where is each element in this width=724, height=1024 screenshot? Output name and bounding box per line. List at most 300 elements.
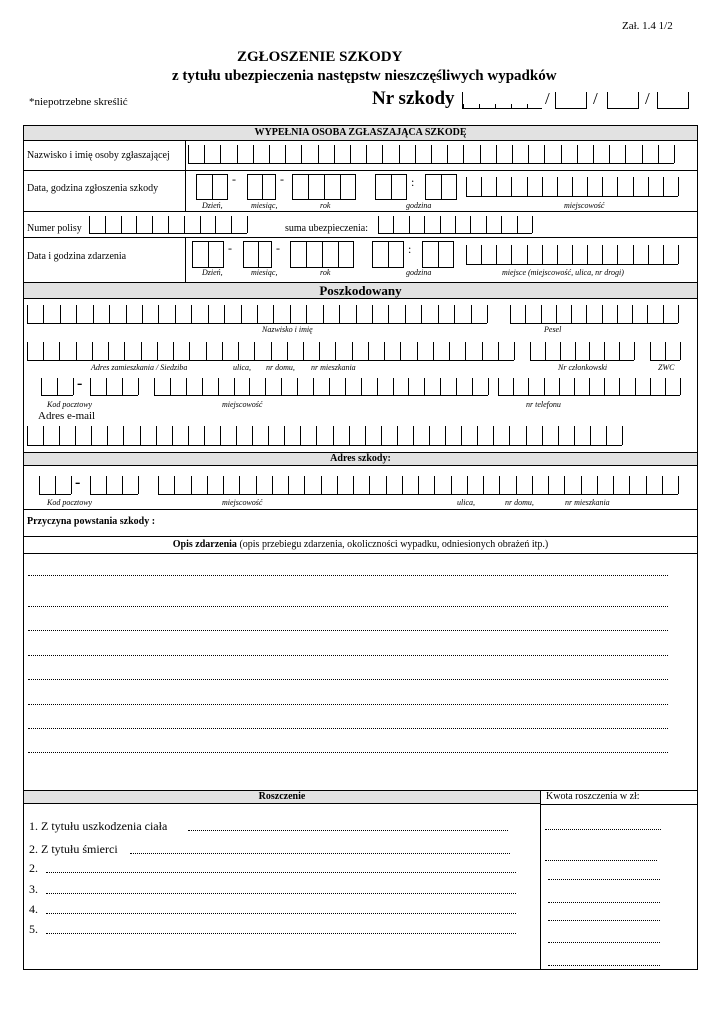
divider <box>540 790 541 970</box>
comb-tick <box>191 305 192 323</box>
comb-tick <box>381 426 382 445</box>
comb-tick <box>285 145 286 163</box>
comb-tick <box>349 426 350 445</box>
comb-tick <box>625 145 626 163</box>
comb-tick <box>680 342 681 360</box>
comb-tick <box>142 305 143 323</box>
member-number-input[interactable] <box>530 342 634 361</box>
date-dash: - <box>232 172 236 186</box>
comb-tick <box>319 342 320 360</box>
comb-tick <box>542 177 543 196</box>
comb-tick <box>528 378 529 395</box>
caption-hour: godzina <box>406 201 432 210</box>
comb-tick <box>238 342 239 360</box>
comb-tick <box>409 216 410 233</box>
comb-tick <box>541 305 542 323</box>
comb-tick <box>516 476 517 494</box>
comb-tick <box>512 145 513 163</box>
comb-tick <box>173 342 174 360</box>
claim-number-seg1[interactable] <box>462 92 542 109</box>
comb-tick <box>632 305 633 323</box>
comb-tick <box>206 342 207 360</box>
report-month-input[interactable] <box>247 174 276 200</box>
comb-tick <box>449 342 450 360</box>
comb-tick <box>560 342 561 360</box>
comb-tick <box>557 245 558 264</box>
comb-tick <box>386 476 387 494</box>
comb-tick <box>417 342 418 360</box>
comb-tick <box>121 216 122 233</box>
description-line <box>28 575 668 576</box>
comb-tick <box>382 145 383 163</box>
report-year-input[interactable] <box>292 174 356 200</box>
comb-tick <box>438 305 439 323</box>
comb-tick <box>472 378 473 395</box>
claim-item-2-input[interactable] <box>130 853 510 854</box>
claim-number-seg3[interactable] <box>607 92 639 109</box>
comb-tick <box>658 145 659 163</box>
description-line <box>28 728 668 729</box>
caption-year: rok <box>320 201 331 210</box>
comb-tick <box>482 342 483 360</box>
comb-tick <box>434 476 435 494</box>
comb-tick <box>648 245 649 264</box>
comb-tick <box>369 476 370 494</box>
time-colon: : <box>408 242 412 256</box>
claim-header <box>23 790 541 804</box>
comb-tick <box>514 342 515 360</box>
injured-pesel-input[interactable] <box>510 305 678 324</box>
comb-tick <box>665 342 666 360</box>
comb-tick <box>204 426 205 445</box>
comb-tick <box>509 426 510 445</box>
comb-tick <box>93 305 94 323</box>
comb-tick <box>593 145 594 163</box>
claim-amount-1-input[interactable] <box>545 829 661 830</box>
caption-month: miesiąc, <box>251 268 278 277</box>
comb-tick <box>107 426 108 445</box>
comb-tick <box>323 305 324 323</box>
caption-day: Dzień, <box>202 201 223 210</box>
comb-tick <box>467 476 468 494</box>
comb-tick <box>184 216 185 233</box>
comb-tick <box>105 216 106 233</box>
comb-tick <box>496 177 497 196</box>
comb-tick <box>488 378 489 395</box>
comb-tick <box>678 305 679 323</box>
comb-tick <box>41 378 42 395</box>
claim-amount-2-input[interactable] <box>545 860 657 861</box>
comb-tick <box>466 245 467 264</box>
comb-tick <box>337 476 338 494</box>
caption-phone: nr telefonu <box>526 400 561 409</box>
comb-tick <box>265 378 266 395</box>
divider <box>540 804 698 805</box>
comb-tick <box>548 476 549 494</box>
comb-tick <box>400 342 401 360</box>
divider <box>23 509 698 510</box>
report-date-label: Data, godzina zgłoszenia szkody <box>27 183 159 194</box>
comb-tick <box>335 342 336 360</box>
comb-tick <box>361 378 362 395</box>
comb-tick <box>564 476 565 494</box>
comb-tick <box>207 476 208 494</box>
comb-tick <box>191 476 192 494</box>
comb-tick <box>662 476 663 494</box>
comb-tick <box>188 145 189 163</box>
comb-tick <box>304 476 305 494</box>
injured-city-input[interactable] <box>154 378 488 396</box>
comb-tick <box>174 476 175 494</box>
comb-tick <box>477 426 478 445</box>
comb-tick <box>218 378 219 395</box>
comb-tick <box>544 145 545 163</box>
comb-tick <box>581 476 582 494</box>
comb-tick <box>175 305 176 323</box>
comb-tick <box>272 476 273 494</box>
description-header <box>23 537 698 554</box>
comb-tick <box>602 305 603 323</box>
date-dash: - <box>228 241 232 255</box>
comb-tick <box>372 305 373 323</box>
caption-city: miejscowość <box>222 498 263 507</box>
comb-tick <box>236 426 237 445</box>
caption-month: miesiąc, <box>251 201 278 210</box>
claim-number-seg4[interactable] <box>657 92 689 109</box>
comb-tick <box>496 145 497 163</box>
comb-tick <box>366 145 367 163</box>
claim-number-seg2[interactable] <box>555 92 587 109</box>
report-hour-input[interactable] <box>375 174 407 200</box>
divider <box>23 211 698 212</box>
comb-tick <box>532 476 533 494</box>
comb-tick <box>237 145 238 163</box>
comb-tick <box>544 378 545 395</box>
comb-tick <box>345 378 346 395</box>
divider <box>23 237 698 238</box>
comb-tick <box>321 476 322 494</box>
comb-tick <box>281 378 282 395</box>
injured-name-input[interactable] <box>27 305 487 324</box>
comb-tick <box>415 145 416 163</box>
comb-tick <box>288 476 289 494</box>
comb-tick <box>587 245 588 264</box>
comb-tick <box>483 476 484 494</box>
incident-month-input[interactable] <box>243 241 272 268</box>
comb-tick <box>152 216 153 233</box>
comb-tick <box>297 378 298 395</box>
caption-street: ulica, <box>233 363 251 372</box>
sum-insured-input[interactable] <box>378 216 532 234</box>
divider <box>185 237 186 282</box>
policy-number-input[interactable] <box>89 216 247 234</box>
reporter-name-input[interactable] <box>188 145 674 164</box>
zwc-input[interactable] <box>650 342 680 361</box>
comb-tick <box>393 378 394 395</box>
comb-tick <box>542 426 543 445</box>
postal-dash: - <box>75 474 81 491</box>
comb-tick <box>27 305 28 323</box>
comb-tick <box>527 177 528 196</box>
comb-tick <box>156 426 157 445</box>
comb-tick <box>513 378 514 395</box>
comb-tick <box>617 245 618 264</box>
comb-tick <box>339 305 340 323</box>
comb-tick <box>674 145 675 163</box>
caption-member: Nr członkowski <box>558 363 608 372</box>
claim-item-3-input[interactable] <box>46 872 516 873</box>
comb-tick <box>318 145 319 163</box>
comb-tick <box>204 145 205 163</box>
comb-tick <box>223 476 224 494</box>
comb-tick <box>571 305 572 323</box>
comb-tick <box>287 342 288 360</box>
sum-insured-label: suma ubezpieczenia: <box>285 223 369 234</box>
comb-tick <box>59 426 60 445</box>
damage-address-title: Adres szkody: <box>330 453 391 464</box>
comb-tick <box>619 378 620 395</box>
claim-item-1-label: 1. Z tytułu uszkodzenia ciała <box>29 819 168 833</box>
comb-tick <box>663 177 664 196</box>
comb-tick <box>124 342 125 360</box>
comb-tick <box>256 476 257 494</box>
claim-item-6-label: 5. <box>29 922 38 936</box>
claim-item-5-label: 4. <box>29 902 38 916</box>
comb-tick <box>76 342 77 360</box>
comb-tick <box>303 342 304 360</box>
comb-tick <box>447 145 448 163</box>
comb-tick <box>249 378 250 395</box>
comb-tick <box>517 216 518 233</box>
caption-name: Nazwisko i imię <box>262 325 313 334</box>
comb-tick <box>189 342 190 360</box>
comb-tick <box>89 216 90 233</box>
form-subtitle: z tytułu ubezpieczenia następstw nieszczęśliwych wypadków <box>172 68 557 84</box>
claim-amount-5-input[interactable] <box>548 920 660 921</box>
comb-tick <box>558 426 559 445</box>
comb-tick <box>353 476 354 494</box>
claim-number-label: Nr szkody <box>372 88 455 109</box>
comb-tick <box>510 305 511 323</box>
comb-tick <box>633 177 634 196</box>
description-line <box>28 606 668 607</box>
comb-tick <box>220 426 221 445</box>
comb-tick <box>511 177 512 196</box>
incident-day-input[interactable] <box>192 241 224 268</box>
caption-pesel: Pesel <box>544 325 562 334</box>
comb-tick <box>561 145 562 163</box>
comb-tick <box>92 342 93 360</box>
comb-tick <box>329 378 330 395</box>
comb-tick <box>498 342 499 360</box>
comb-tick <box>393 216 394 233</box>
report-minute-input[interactable] <box>425 174 457 200</box>
claim-amount-6-input[interactable] <box>548 942 660 943</box>
comb-tick <box>90 476 91 494</box>
comb-tick <box>429 426 430 445</box>
incident-date-label: Data i godzina zdarzenia <box>27 251 127 262</box>
comb-tick <box>384 342 385 360</box>
comb-tick <box>75 426 76 445</box>
comb-tick <box>122 378 123 395</box>
divider <box>185 141 186 170</box>
time-colon: : <box>411 175 415 189</box>
comb-tick <box>388 305 389 323</box>
claim-number-slash-3: / <box>645 89 650 108</box>
injured-section-header <box>23 282 698 299</box>
reporter-section-title: WYPEŁNIA OSOBA ZGŁASZAJĄCA SZKODĘ <box>254 127 467 138</box>
comb-tick <box>597 476 598 494</box>
comb-tick <box>224 305 225 323</box>
comb-tick <box>451 476 452 494</box>
strike-note: *niepotrzebne skreślić <box>29 96 128 108</box>
caption-flat: nr mieszkania <box>565 498 610 507</box>
claim-item-1-input[interactable] <box>188 830 508 831</box>
damage-postal-1-input[interactable] <box>39 476 71 495</box>
claim-item-4-input[interactable] <box>46 893 516 894</box>
comb-tick <box>463 145 464 163</box>
incident-place-input[interactable] <box>466 245 678 265</box>
caption-place: miejscowość <box>564 201 605 210</box>
comb-tick <box>648 177 649 196</box>
comb-tick <box>378 216 379 233</box>
injured-address-input[interactable] <box>27 342 514 361</box>
comb-tick <box>572 245 573 264</box>
comb-tick <box>574 426 575 445</box>
comb-tick <box>252 426 253 445</box>
comb-tick <box>57 378 58 395</box>
comb-tick <box>257 305 258 323</box>
comb-tick <box>587 177 588 196</box>
comb-tick <box>59 342 60 360</box>
comb-tick <box>496 245 497 264</box>
claim-number-slash-1: / <box>545 89 550 108</box>
reporter-name-label: Nazwisko i imię osoby zgłaszającej <box>27 150 170 161</box>
comb-tick <box>71 476 72 494</box>
injured-postal-2-input[interactable] <box>90 378 138 396</box>
claim-amount-3-input[interactable] <box>548 879 660 880</box>
comb-tick <box>138 476 139 494</box>
comb-tick <box>73 378 74 395</box>
comb-tick <box>405 305 406 323</box>
comb-tick <box>154 378 155 395</box>
comb-tick <box>577 145 578 163</box>
comb-tick <box>106 476 107 494</box>
incident-year-input[interactable] <box>290 241 354 268</box>
comb-tick <box>141 342 142 360</box>
report-place-input[interactable] <box>466 177 678 197</box>
comb-tick <box>273 305 274 323</box>
comb-tick <box>158 305 159 323</box>
comb-tick <box>650 378 651 395</box>
caption-hour: godzina <box>406 268 432 277</box>
comb-tick <box>234 378 235 395</box>
divider <box>23 170 698 171</box>
claim-item-2-label: 2. Z tytułu śmierci <box>29 842 118 856</box>
comb-tick <box>43 426 44 445</box>
comb-tick <box>108 342 109 360</box>
claim-amount-7-input[interactable] <box>548 965 660 966</box>
comb-tick <box>27 342 28 360</box>
date-dash: - <box>276 241 280 255</box>
comb-tick <box>647 305 648 323</box>
comb-tick <box>241 305 242 323</box>
comb-tick <box>678 177 679 196</box>
comb-tick <box>589 342 590 360</box>
incident-minute-input[interactable] <box>422 241 454 268</box>
comb-tick <box>613 476 614 494</box>
claim-item-6-input[interactable] <box>46 933 516 934</box>
comb-tick <box>530 342 531 360</box>
injured-phone-input[interactable] <box>498 378 680 396</box>
comb-tick <box>300 426 301 445</box>
comb-tick <box>574 378 575 395</box>
claim-item-4-label: 3. <box>29 882 38 896</box>
comb-tick <box>253 145 254 163</box>
comb-tick <box>572 177 573 196</box>
incident-hour-input[interactable] <box>372 241 404 268</box>
comb-tick <box>465 342 466 360</box>
claim-amount-4-input[interactable] <box>548 902 660 903</box>
comb-tick <box>481 177 482 196</box>
comb-tick <box>545 342 546 360</box>
comb-tick <box>239 476 240 494</box>
comb-tick <box>418 476 419 494</box>
comb-tick <box>680 378 681 395</box>
caption-day: Dzień, <box>202 268 223 277</box>
comb-tick <box>27 426 28 445</box>
postal-dash: - <box>77 375 83 392</box>
caption-house: nr domu, <box>266 363 295 372</box>
comb-tick <box>559 378 560 395</box>
caption-zwc: ZWC <box>658 363 675 372</box>
reporter-section-header <box>23 125 698 141</box>
comb-tick <box>481 245 482 264</box>
comb-tick <box>39 476 40 494</box>
comb-tick <box>215 216 216 233</box>
injured-postal-1-input[interactable] <box>41 378 73 396</box>
comb-tick <box>91 426 92 445</box>
comb-tick <box>617 305 618 323</box>
comb-tick <box>284 426 285 445</box>
comb-tick <box>306 305 307 323</box>
caption-year: rok <box>320 268 331 277</box>
comb-tick <box>646 476 647 494</box>
comb-tick <box>424 378 425 395</box>
comb-tick <box>208 305 209 323</box>
comb-tick <box>60 305 61 323</box>
comb-tick <box>334 145 335 163</box>
damage-address-input[interactable] <box>158 476 678 495</box>
injured-email-input[interactable] <box>27 426 622 446</box>
comb-tick <box>158 476 159 494</box>
claim-item-3-label: 2. <box>29 861 38 875</box>
comb-tick <box>650 342 651 360</box>
comb-tick <box>633 245 634 264</box>
report-day-input[interactable] <box>196 174 228 200</box>
comb-tick <box>202 378 203 395</box>
comb-tick <box>222 342 223 360</box>
damage-postal-2-input[interactable] <box>90 476 138 495</box>
comb-tick <box>333 426 334 445</box>
claim-item-5-input[interactable] <box>46 913 516 914</box>
claim-title: Roszczenie <box>258 791 306 802</box>
caption-postal: Kod pocztowy <box>47 498 93 507</box>
comb-tick <box>424 216 425 233</box>
comb-tick <box>408 378 409 395</box>
comb-tick <box>525 305 526 323</box>
comb-tick <box>470 216 471 233</box>
